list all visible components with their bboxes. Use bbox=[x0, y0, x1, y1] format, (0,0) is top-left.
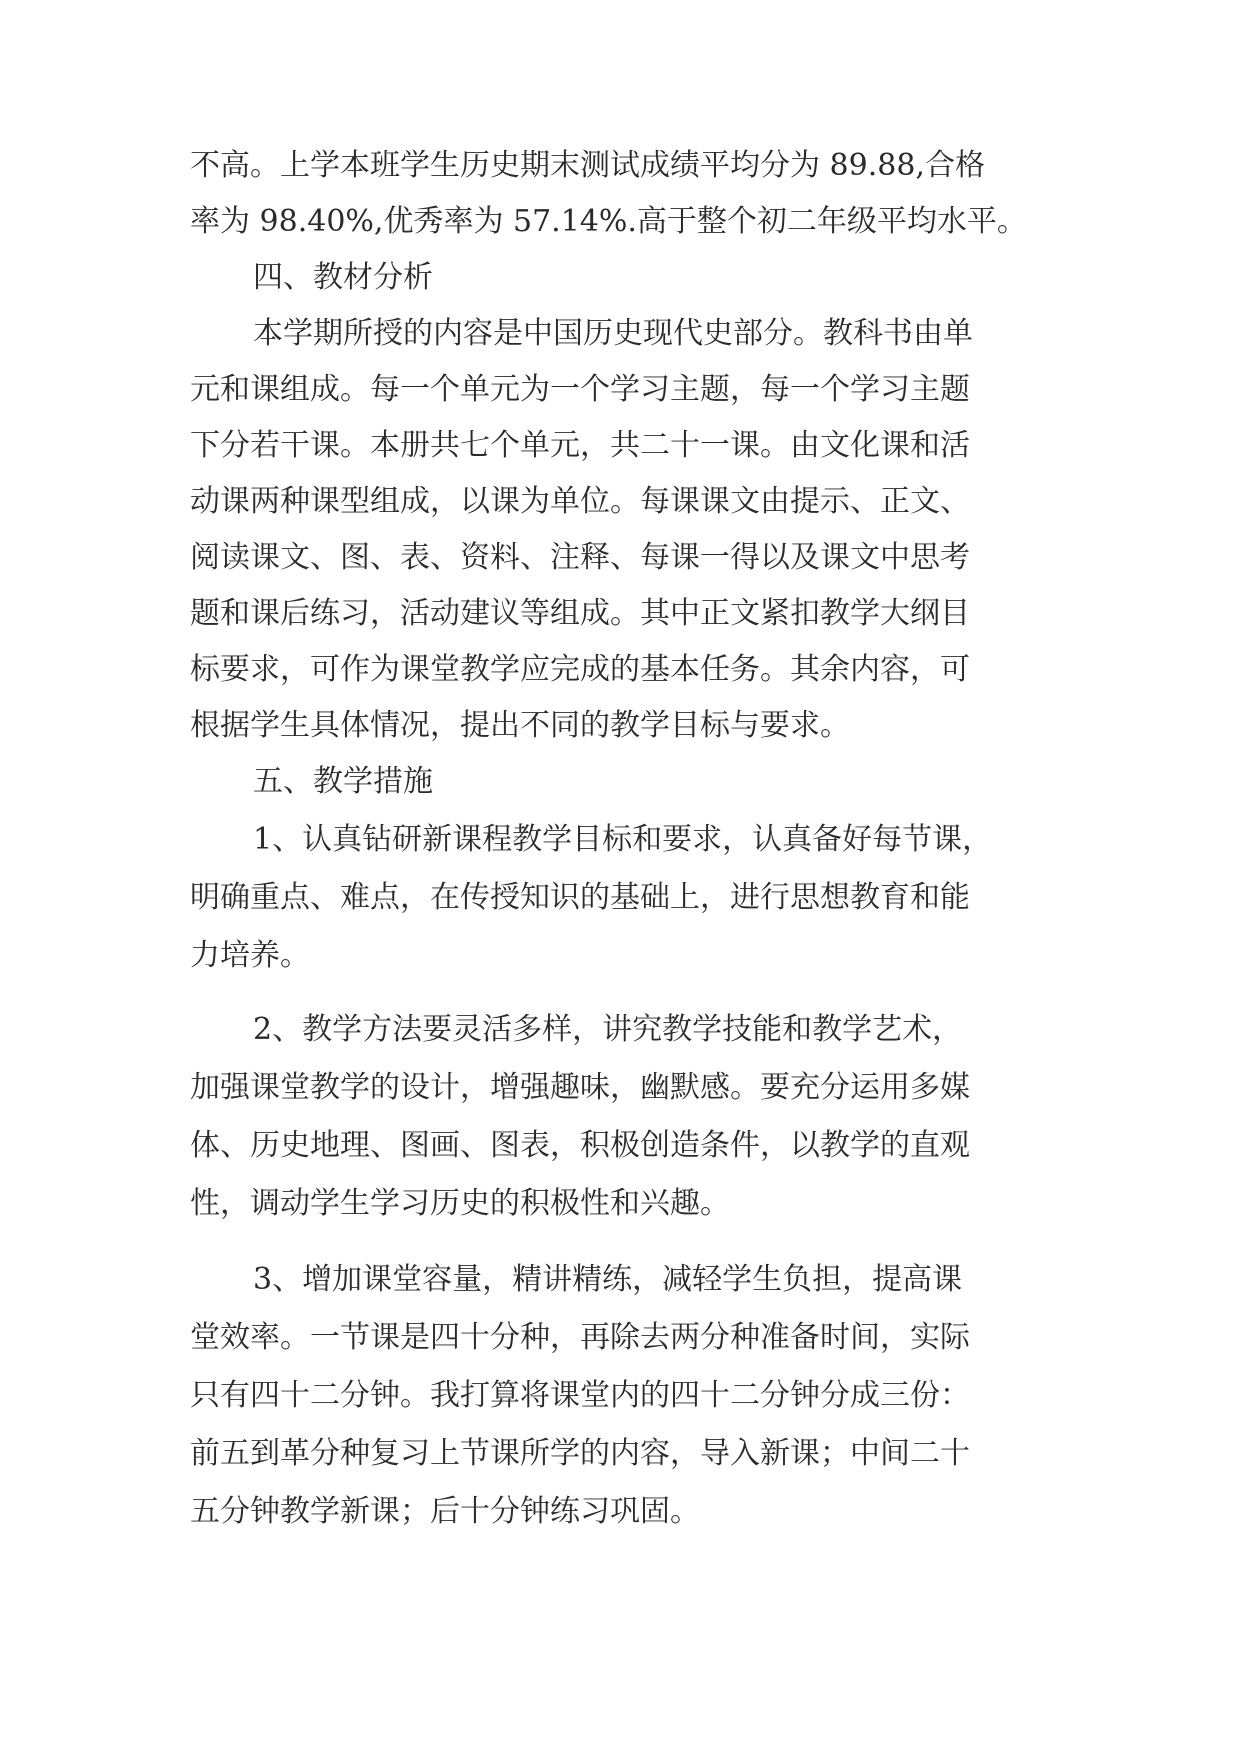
text-line: 题和课后练习，活动建议等组成。其中正文紧扣教学大纲目 bbox=[190, 596, 970, 631]
text-line: 1、认真钻研新课程教学目标和要求，认真备好每节课， bbox=[253, 822, 993, 857]
text-line: 力培养。 bbox=[190, 938, 310, 973]
text-line: 下分若干课。本册共七个单元，共二十一课。由文化课和活 bbox=[190, 428, 970, 463]
text-line: 加强课堂教学的设计，增强趣味，幽默感。要充分运用多媒 bbox=[190, 1070, 970, 1105]
text-line: 2、教学方法要灵活多样，讲究教学技能和教学艺术， bbox=[253, 1012, 963, 1047]
section-heading: 四、教材分析 bbox=[253, 260, 433, 295]
text-line: 标要求，可作为课堂教学应完成的基本任务。其余内容，可 bbox=[190, 652, 970, 687]
text-line: 明确重点、难点，在传授知识的基础上，进行思想教育和能 bbox=[190, 880, 970, 915]
text-line: 前五到革分种复习上节课所学的内容，导入新课；中间二十 bbox=[190, 1436, 970, 1471]
text-line: 阅读课文、图、表、资料、注释、每课一得以及课文中思考 bbox=[190, 540, 970, 575]
text-line: 动课两种课型组成，以课为单位。每课课文由提示、正文、 bbox=[190, 484, 970, 519]
text-line: 本学期所授的内容是中国历史现代史部分。教科书由单 bbox=[253, 316, 973, 351]
text-line: 性，调动学生学习历史的积极性和兴趣。 bbox=[190, 1186, 730, 1221]
text-line: 不高。上学本班学生历史期末测试成绩平均分为 89.88,合格 bbox=[190, 148, 985, 183]
text-line: 元和课组成。每一个单元为一个学习主题，每一个学习主题 bbox=[190, 372, 970, 407]
text-line: 3、增加课堂容量，精讲精练，减轻学生负担，提高课 bbox=[253, 1262, 963, 1297]
text-line: 堂效率。一节课是四十分种，再除去两分种准备时间，实际 bbox=[190, 1320, 970, 1355]
text-line: 根据学生具体情况，提出不同的教学目标与要求。 bbox=[190, 708, 850, 743]
text-line: 只有四十二分钟。我打算将课堂内的四十二分钟分成三份： bbox=[190, 1378, 970, 1413]
text-line: 体、历史地理、图画、图表，积极创造条件，以教学的直观 bbox=[190, 1128, 970, 1163]
text-line: 五分钟教学新课；后十分钟练习巩固。 bbox=[190, 1494, 700, 1529]
section-heading: 五、教学措施 bbox=[253, 764, 433, 799]
text-line: 率为 98.40%,优秀率为 57.14%.高于整个初二年级平均水平。 bbox=[190, 204, 1027, 239]
